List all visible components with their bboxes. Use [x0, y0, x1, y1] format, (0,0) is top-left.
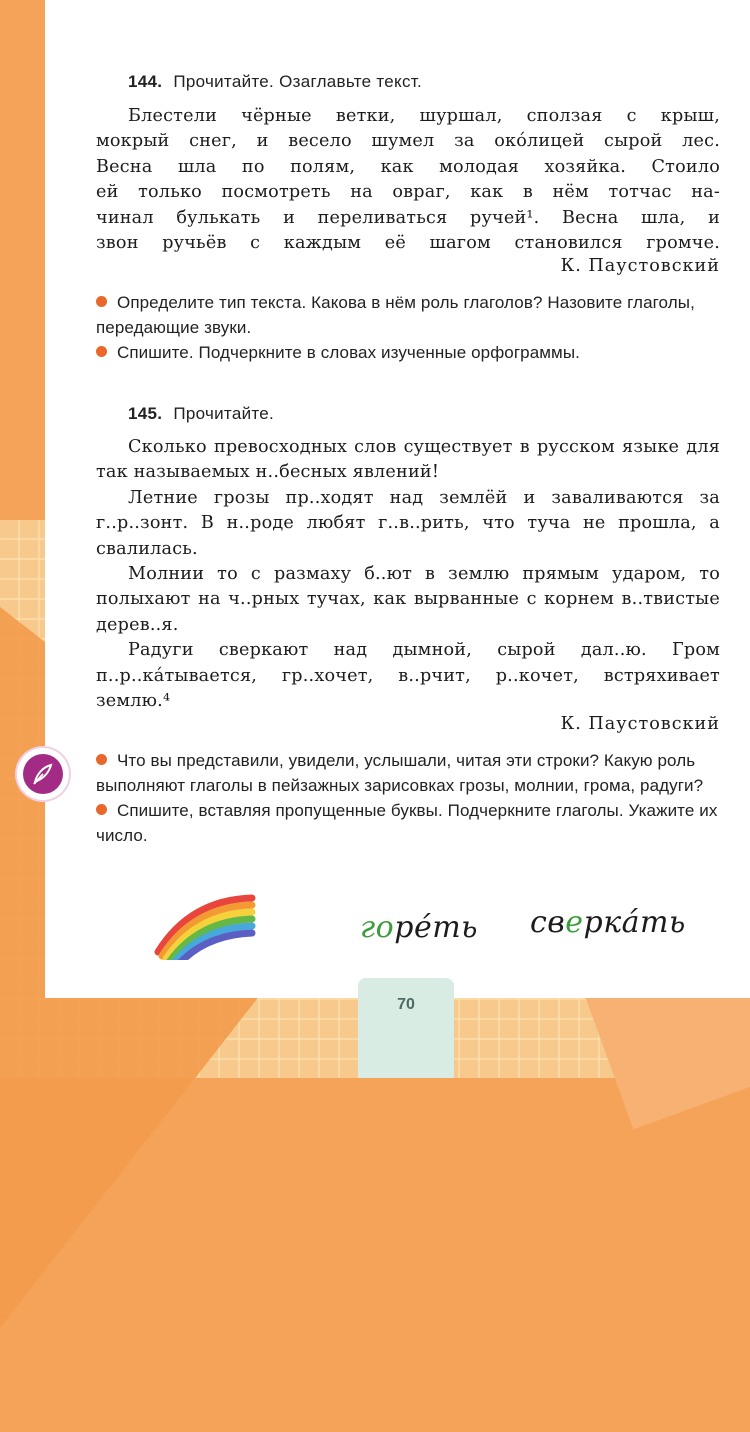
text-paragraph: Летние грозы пр..ходят над землёй и заваливаются за г..р..зонт. В н..роде любят г..в..рить, что туча не прошла, а свалилась.	[96, 487, 720, 559]
exercise-145-text	[96, 435, 720, 714]
word-goret: горе́ть	[360, 910, 478, 945]
page-number: 70	[397, 996, 415, 1013]
text-paragraph: Молнии то с размаху б..ют в землю прямым ударом, то полыхают на ч..рных тучах, как вырванные с корнем в..твистые дерев..я.	[96, 564, 720, 635]
text-line: Блестели чёрные ветки, шуршал, сползая с крыш,	[128, 106, 720, 126]
bullet-icon	[96, 296, 107, 307]
exercise-145-heading	[128, 404, 274, 424]
exercise-144-author: К. Паустовский	[560, 256, 720, 276]
page-number-tab	[358, 978, 454, 1078]
task-item: Спишите. Подчеркните в словах изученные орфограммы.	[96, 340, 722, 365]
exercise-145-number: 145.	[128, 404, 163, 423]
pen-icon	[17, 748, 69, 800]
exercise-144-tasks	[96, 290, 722, 365]
bullet-icon	[96, 754, 107, 765]
exercise-144-text	[96, 104, 720, 256]
exercise-144-instruction: Прочитайте. Озаглавьте текст.	[173, 72, 422, 91]
text-paragraph: Сколько превосходных слов существует в русском языке для так называемых н..бесных явлений!	[96, 437, 720, 483]
text-paragraph: Радуги сверкают над дымной, сырой дал..ю. Гром п..р..ка́тывается, гр..хочет, в..рчит, р..кочет, встряхивает землю.⁴	[96, 640, 720, 712]
text-line: чинал булькать и переливаться ручей¹. Весна шла, и	[96, 207, 720, 228]
text-line: Весна шла по полям, как молодая хозяйка. Стоило	[96, 156, 720, 177]
exercise-144-heading	[128, 72, 422, 92]
text-line: звон ручьёв с каждым её шагом становился громче.	[96, 233, 720, 254]
word-sverkat: сверка́ть	[530, 905, 686, 940]
exercise-145-author: К. Паустовский	[560, 714, 720, 734]
task-item: Определите тип текста. Какова в нём роль глаголов? Назовите глаголы, передающие звуки.	[96, 293, 695, 337]
task-item: Что вы представили, увидели, услышали, читая эти строки? Какую роль выполняют глаголы в пейзажных зарисовках грозы, молнии, грома, радуги?	[96, 751, 704, 795]
text-line: мокрый снег, и весело шумел за око́лицей сырой лес.	[96, 131, 720, 152]
exercise-144-number: 144.	[128, 72, 163, 91]
exercise-145-tasks	[96, 748, 722, 848]
task-item: Спишите, вставляя пропущенные буквы. Подчеркните глаголы. Укажите их число.	[96, 801, 718, 845]
bullet-icon	[96, 346, 107, 357]
text-line: ей только посмотреть на овраг, как в нём тотчас на-	[96, 182, 720, 203]
rainbow-icon	[150, 890, 260, 960]
bullet-icon	[96, 804, 107, 815]
exercise-145-instruction: Прочитайте.	[173, 404, 275, 423]
